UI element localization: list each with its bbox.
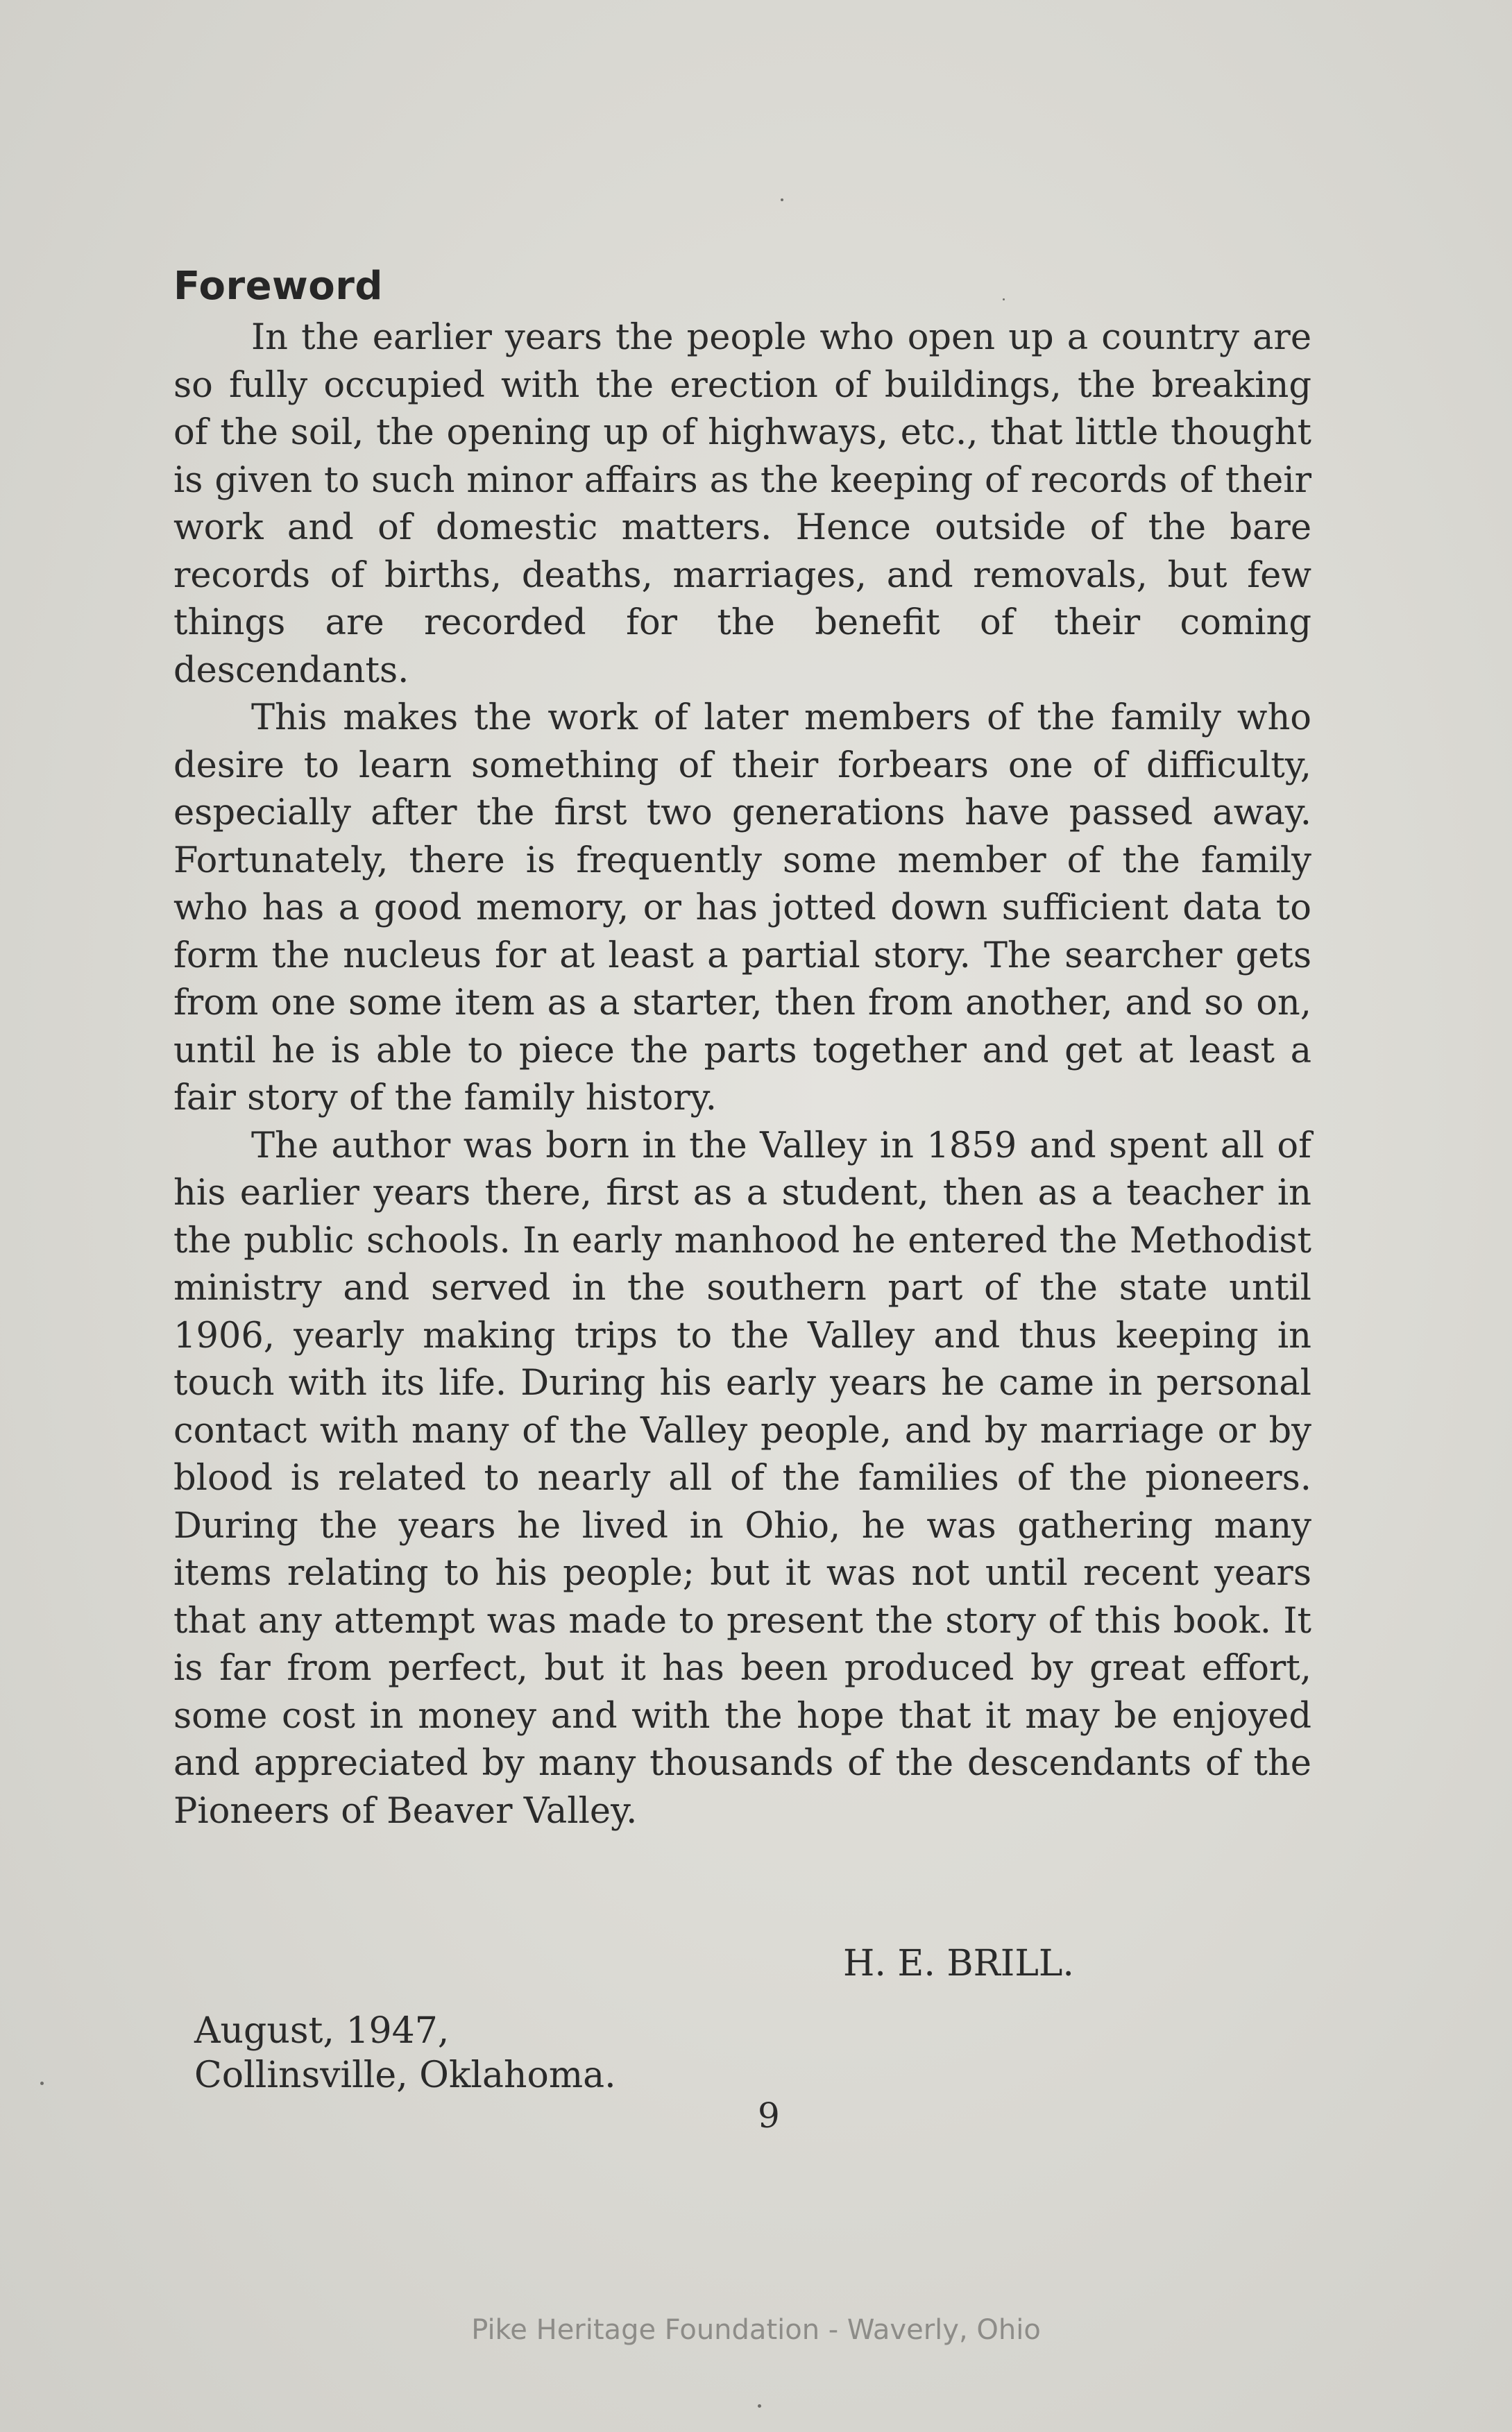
paper-speck: [40, 2082, 44, 2085]
place-text: Collinsville, Oklahoma.: [194, 2055, 616, 2096]
author-signature: H. E. BRILL.: [843, 1943, 1074, 1984]
foreword-heading: Foreword: [173, 264, 383, 309]
dateline: [194, 2009, 616, 2098]
paragraph-2: This makes the work of later members of the family who desire to learn something of their forbears one of difficulty, especially after the first two generations have passed away. Fortunately, there is frequently some member of the family who has a good memory, or has jotted down sufficient data to form the nucleus for at least a partial story. The searcher gets from one some item as a starter, then from another, and so on, until he is able to piece the parts together and get at least a fair story of the family history.: [173, 697, 1311, 1119]
date-text: August, 1947,: [194, 2010, 450, 2052]
foreword-text: [173, 264, 1311, 1835]
paper-speck: [758, 2404, 761, 2408]
paragraph-1: In the earlier years the people who open up a country are so fully occupied with the erection of buildings, the breaking of the soil, the opening up of highways, etc., that little thought is given to such minor affairs as the keeping of records of their work and of domestic matters. Hence outside of the bare records of births, deaths, marriages, and removals, but few things are recorded for the benefit of their coming descendants.: [173, 317, 1311, 691]
paragraph-3: The author was born in the Valley in 1859 and spent all of his earlier years there, first as a student, then as a teacher in the public schools. In early manhood he entered the Methodist ministry and served in the southern part of the state until 1906, yearly making trips to the Valley and thus keeping in touch with its life. During his early years he came in personal contact with many of the Valley people, and by marriage or by blood is related to nearly all of the families of the pioneers. During the years he lived in Ohio, he was gathering many items relating to his people; but it was not until recent years that any attempt was made to present the story of this book. It is far from perfect, but it has been produced by great effort, some cost in money and with the hope that it may be enjoyed and appreciated by many thousands of the descendants of the Pioneers of Beaver Valley.: [173, 1125, 1311, 1832]
watermark-text: Pike Heritage Foundation - Waverly, Ohio: [471, 2314, 1041, 2346]
paper-speck: [781, 198, 783, 201]
page-number: 9: [758, 2095, 780, 2136]
